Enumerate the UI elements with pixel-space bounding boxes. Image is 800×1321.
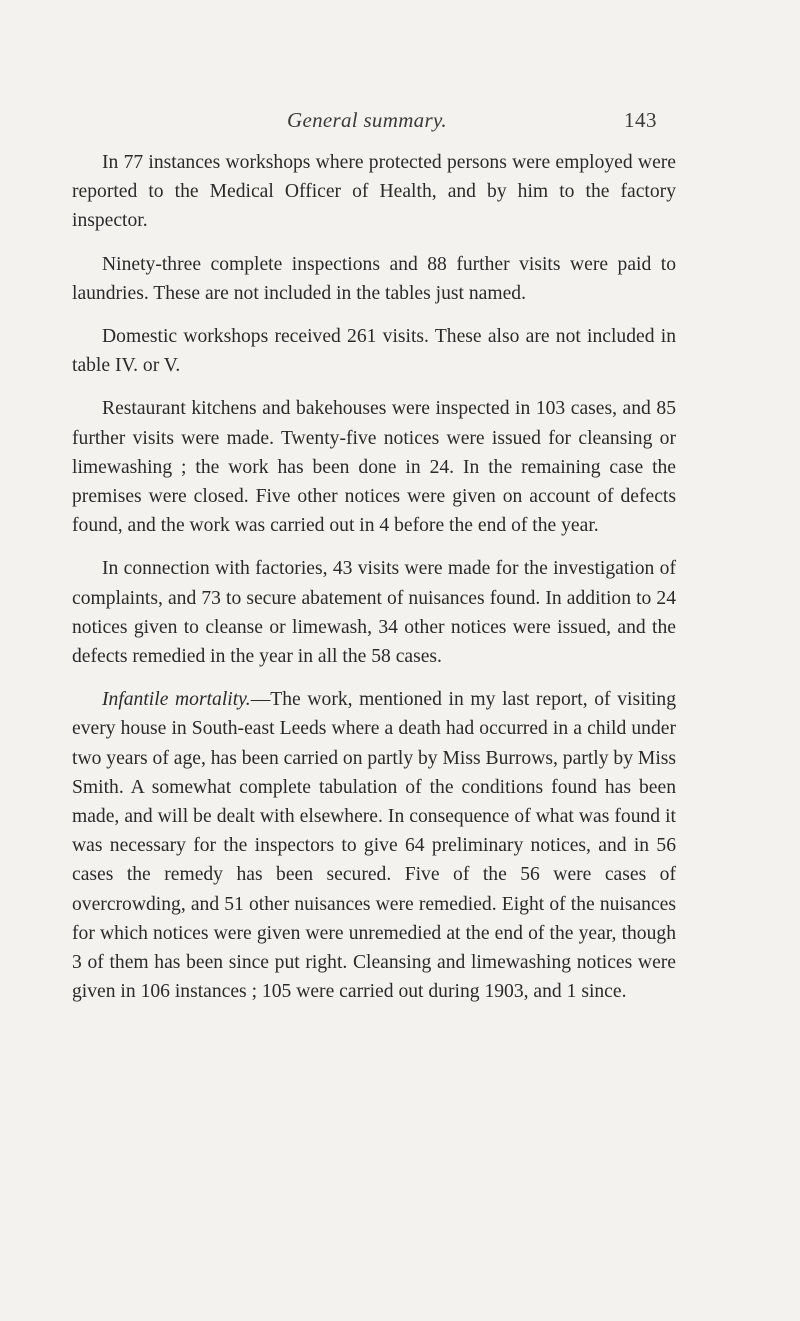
- paragraph-domestic-workshops: Domestic workshops received 261 visits. These also are not included in table IV. or V.: [72, 326, 676, 377]
- body-text: [72, 148, 676, 1020]
- page-number: 143: [624, 108, 657, 132]
- paragraph-restaurant-kitchens: Restaurant kitchens and bakehouses were inspected in 103 cases, and 85 further visits were made. Twenty-five notices were issued for cleansing or limewashing ; the work has been done in 24. In the remaining case the premises were closed. Five other notices were given on account of defects found, and the work was carried out in 4 before the end of the year.: [72, 398, 676, 537]
- paragraph-workshops: In 77 instances workshops where protected persons were employed were reported to the Medical Officer of Health, and by him to the factory inspector.: [72, 152, 676, 232]
- page-header: [0, 108, 800, 142]
- section-heading-infantile-mortality: Infantile mortality.: [102, 689, 251, 711]
- paragraph-infantile-mortality: [72, 685, 676, 1006]
- running-head: General summary.: [287, 108, 447, 132]
- paragraph-laundries: Ninety-three complete inspections and 88 further visits were paid to laundries. These are not included in the tables just named.: [72, 253, 676, 304]
- paragraph-factories: In connection with factories, 43 visits were made for the investigation of complaints, and 73 to secure abatement of nuisances found. In addition to 24 notices given to cleanse or limewash, 34 other notices were issued, and the defects remedied in the year in all the 58 cases.: [72, 558, 676, 668]
- paragraph-infantile-mortality-text: —The work, mentioned in my last report, of visiting every house in South-east Leeds where a death had occurred in a child under two years of age, has been carried on partly by Miss Burrows, partly by Miss Smith. A somewhat complete tabulation of the conditions found has been made, and will be dealt with elsewhere. In consequence of what was found it was necessary for the inspectors to give 64 preliminary notices, and in 56 cases the remedy has been secured. Five of the 56 were cases of overcrowding, and 51 other nuisances were remedied. Eight of the nuisances for which notices were given were unremedied at the end of the year, though 3 of them has been since put right. Cleansing and limewashing notices were given in 106 instances ; 105 were carried out during 1903, and 1 since.: [72, 689, 677, 1003]
